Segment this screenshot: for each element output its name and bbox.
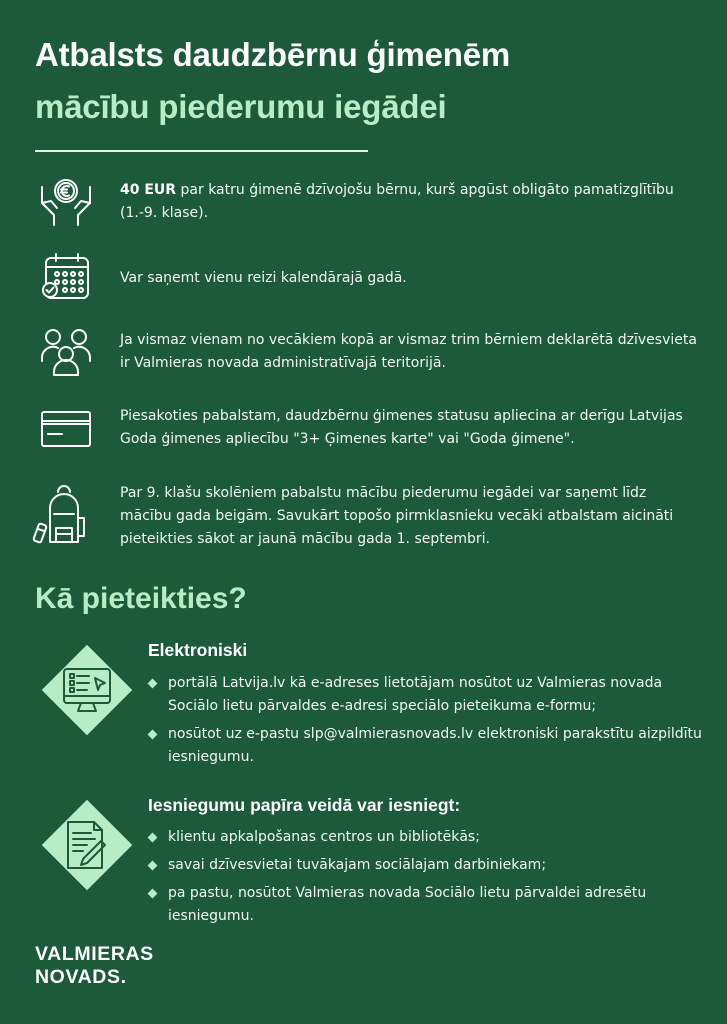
valmieras-novads-logo: VALMIERAS NOVADS. (35, 943, 154, 988)
section-heading: Kā pieteikties? (35, 582, 247, 615)
paper-title: Iesniegumu papīra veidā var iesniegt: (148, 795, 461, 815)
bullet-diamond-icon (148, 833, 158, 843)
title-divider (35, 150, 368, 152)
paper-list (148, 826, 708, 933)
hands-euro-icon (36, 177, 96, 235)
info-item-text: Var saņemt vienu reizi kalendārajā gadā. (120, 270, 407, 286)
bullet-diamond-icon (148, 679, 158, 689)
list-item: pa pastu, nosūtot Valmieras novada Sociālo lietu pārvaldei adresētu iesniegumu. (148, 882, 708, 928)
bullet-diamond-icon (148, 730, 158, 740)
list-item: savai dzīvesvietai tuvākajam sociālajam darbiniekam; (148, 854, 708, 877)
electronic-title: Elektroniski (148, 640, 248, 660)
page-subtitle: mācību piederumu iegādei (35, 88, 447, 125)
list-item: klientu apkalpošanas centros un bibliotēkās; (148, 826, 708, 849)
electronic-diamond (37, 640, 137, 744)
info-item-text: Par 9. klašu skolēniem pabalstu mācību piederumu iegādei var saņemt līdz mācību gada beigām. Savukārt topošo pirmklasnieku vecāki atbalstam aicināti pieteikties sākot ar jaunā mācību gada 1. septembri. (120, 485, 674, 547)
electronic-list (148, 672, 708, 774)
info-item-text: Piesakoties pabalstam, daudzbērnu ģimenes statusu apliecina ar derīgu Latvijas Goda ģimenes apliecību "3+ Ģimenes karte" vai "Goda ģimene". (120, 408, 683, 447)
bullet-diamond-icon (148, 889, 158, 899)
info-item-text: Ja vismaz vienam no vecākiem kopā ar vismaz trim bērniem deklarētā dzīvesvieta ir Valmieras novada administratīvajā teritorijā. (120, 332, 697, 371)
info-item-text: 40 EUR par katru ģimenē dzīvojošu bērnu, kurš apgūst obligāto pamatizglītību (1.-9. klase). (120, 182, 674, 221)
paper-diamond (37, 795, 137, 899)
bullet-diamond-icon (148, 861, 158, 871)
list-item: nosūtot uz e-pastu slp@valmierasnovads.lv elektroniski parakstītu aizpildītu iesniegumu. (148, 723, 708, 769)
card-icon (36, 409, 94, 455)
amount-value: 40 EUR (120, 182, 177, 198)
list-item: portālā Latvija.lv kā e-adreses lietotājam nosūtot uz Valmieras novada Sociālo lietu pārvaldes e-adresi speciālo pieteikuma e-formu; (148, 672, 708, 718)
backpack-icon (30, 484, 96, 550)
family-icon (36, 327, 96, 381)
calendar-icon (36, 252, 94, 306)
page-title: Atbalsts daudzbērnu ģimenēm (35, 36, 511, 73)
